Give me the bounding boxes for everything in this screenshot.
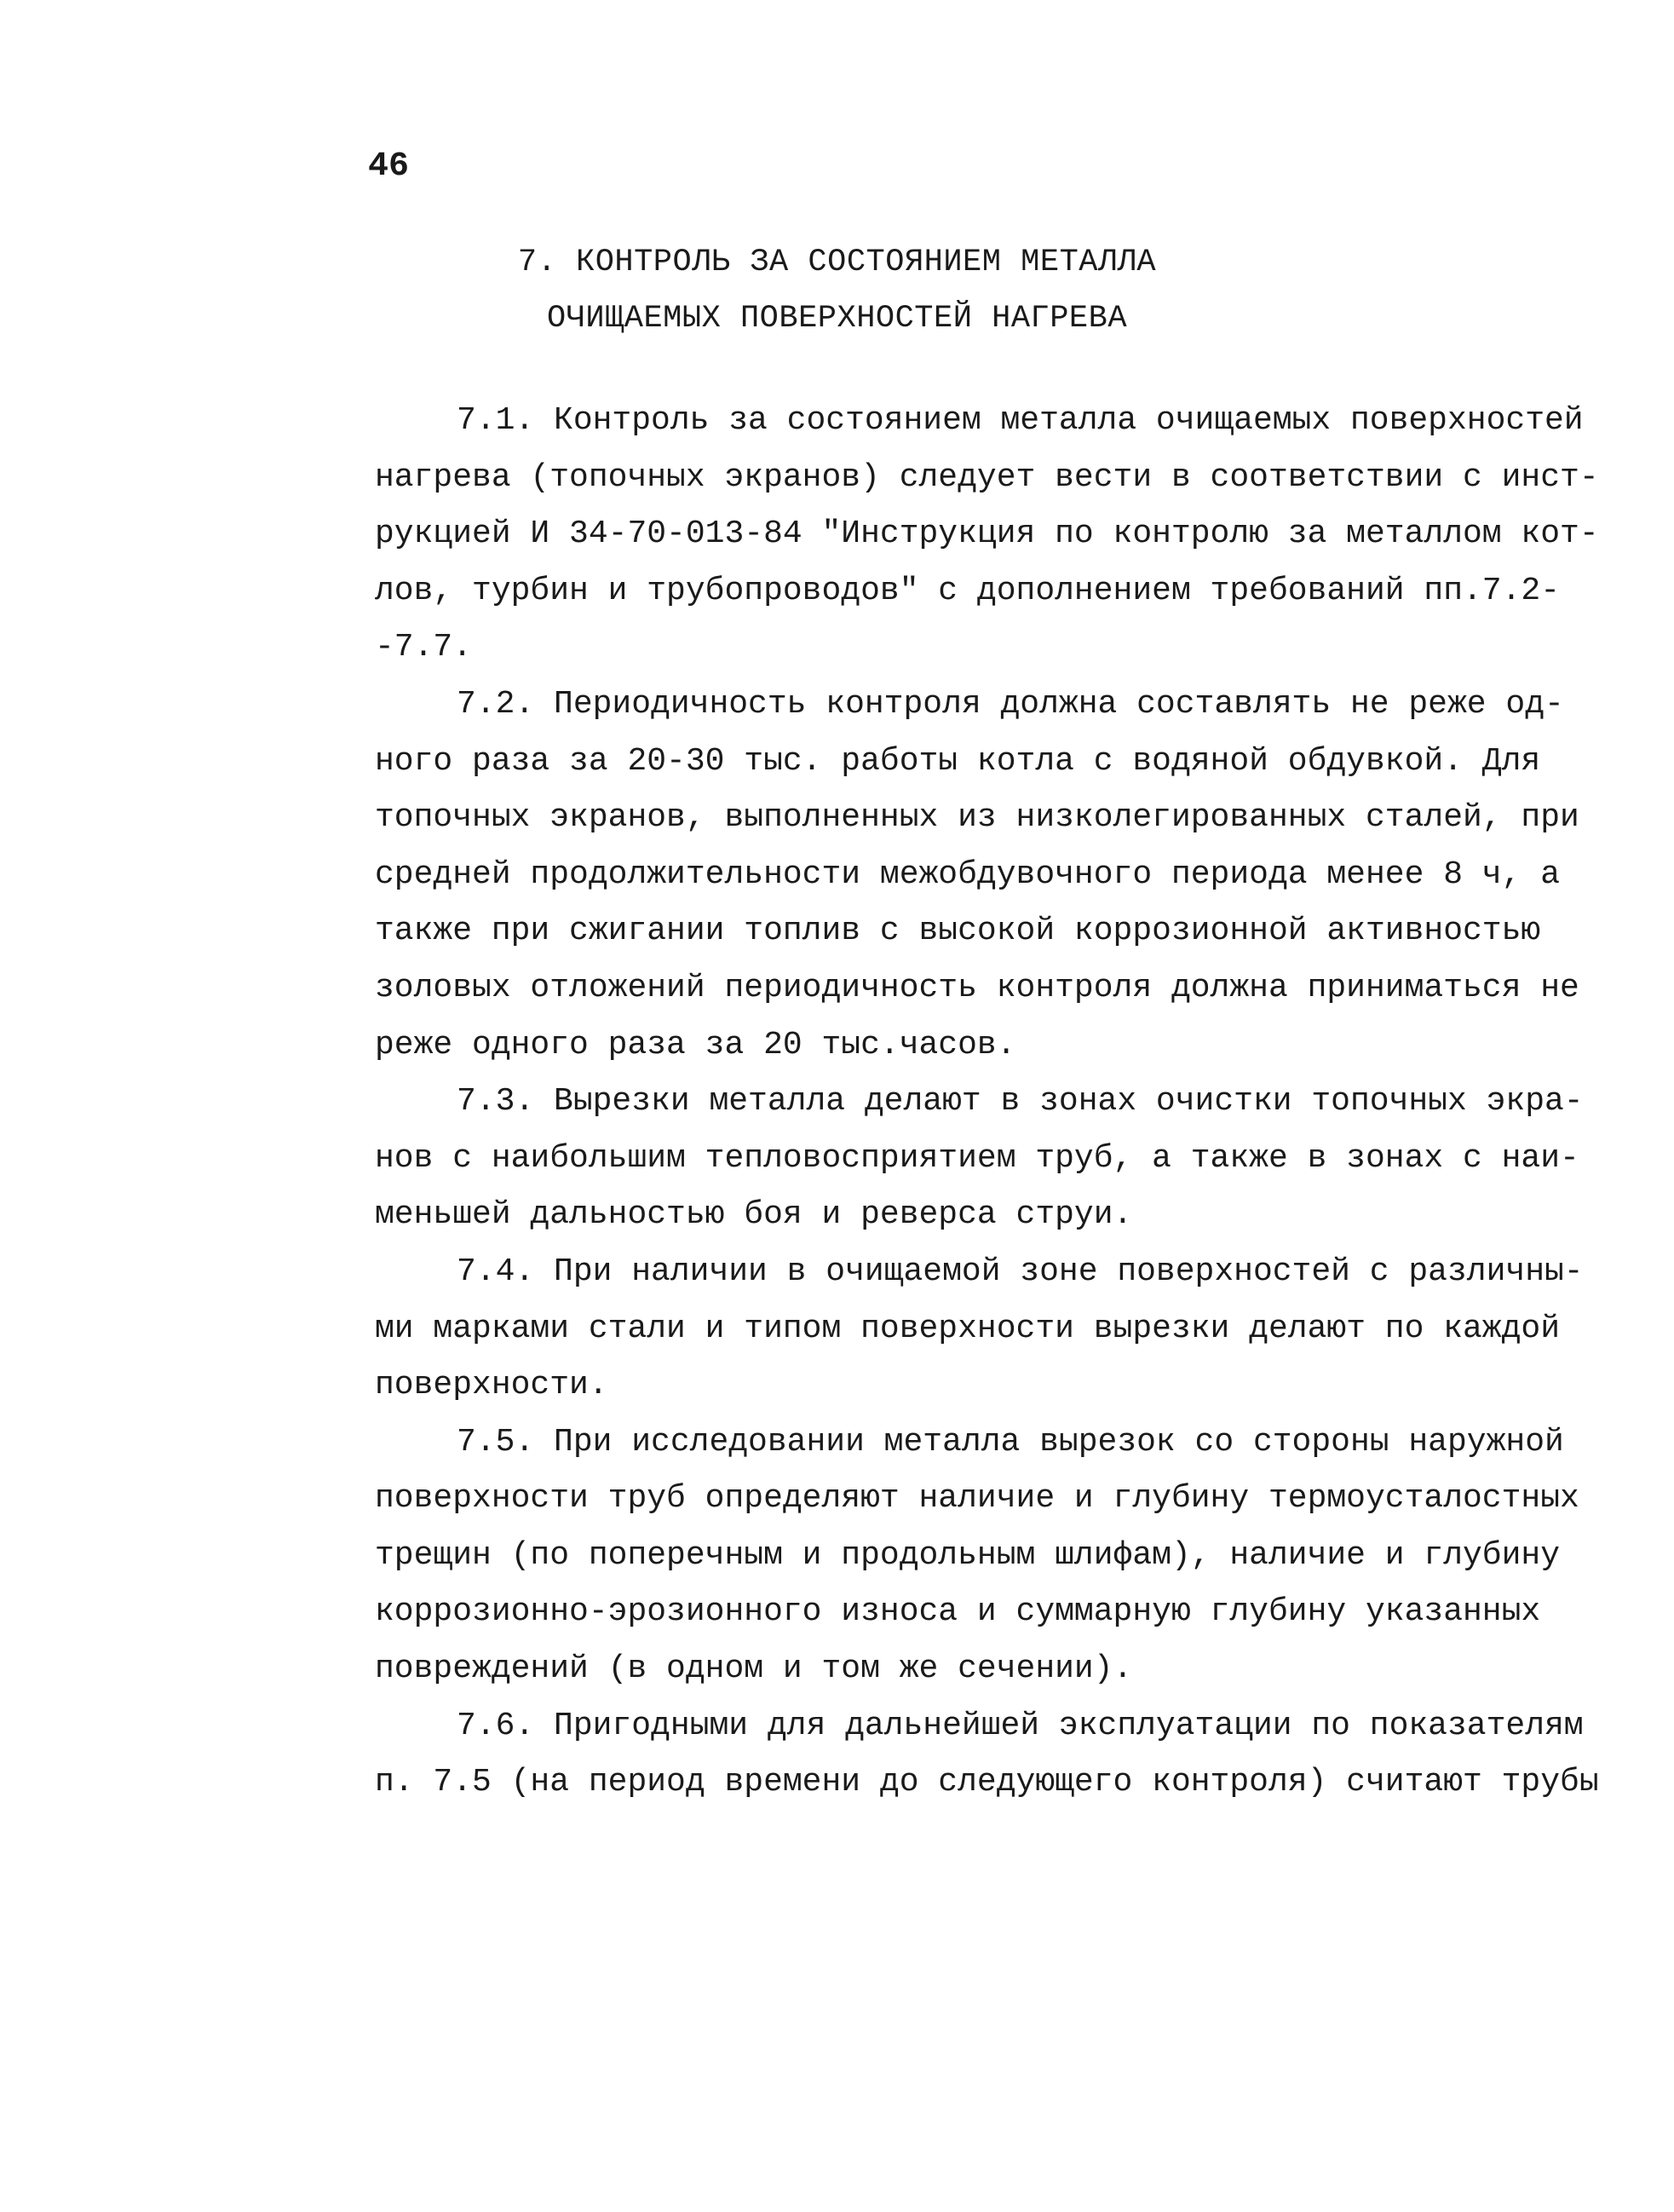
body-text [375, 393, 1599, 1812]
text-line: средней продолжительности межобдувочного периода менее 8 ч, а [375, 855, 1561, 893]
text-line: нов с наибольшим тепловосприятием труб, а также в зонах с наи- [375, 1139, 1579, 1177]
text-line: 7.5. При исследовании металла вырезок со стороны наружной [457, 1423, 1564, 1460]
text-line: 7.4. При наличии в очищаемой зоне поверхностей с различны- [457, 1253, 1584, 1290]
text-line: трещин (по поперечным и продольным шлифам), наличие и глубину [375, 1536, 1561, 1574]
text-line: п. 7.5 (на период времени до следующего контроля) считают трубы [375, 1764, 1599, 1801]
text-line: 7.3. Вырезки металла делают в зонах очистки топочных экра- [457, 1083, 1584, 1120]
text-line: 7.1. Контроль за состоянием металла очищаемых поверхностей [457, 402, 1584, 439]
text-line: коррозионно-эрозионного износа и суммарную глубину указанных [375, 1593, 1541, 1631]
text-line: ного раза за 20-30 тыс. работы котла с водяной обдувкой. Для [375, 742, 1541, 780]
section-title-line-2: ОЧИЩАЕМЫХ ПОВЕРХНОСТЕЙ НАГРЕВА [546, 301, 1128, 337]
text-line: золовых отложений периодичность контроля должна приниматься не [375, 969, 1579, 1006]
text-line: ми марками стали и типом поверхности вырезки делают по каждой [375, 1310, 1561, 1347]
text-line: -7.7. [375, 629, 473, 666]
text-line: 7.2. Периодичность контроля должна составлять не реже од- [457, 685, 1564, 723]
text-line: поверхности. [375, 1367, 608, 1404]
text-line: меньшей дальностью боя и реверса струи. [375, 1196, 1133, 1234]
text-line: реже одного раза за 20 тыс.часов. [375, 1026, 1016, 1063]
text-line: также при сжигании топлив с высокой коррозионной активностью [375, 913, 1541, 950]
text-line: топочных экранов, выполненных из низколегированных сталей, при [375, 799, 1579, 837]
page-number: 46 [368, 147, 410, 186]
text-line: рукцией И 34-70-013-84 "Инструкция по контролю за металлом кот- [375, 516, 1599, 553]
text-line: поверхности труб определяют наличие и глубину термоусталостных [375, 1480, 1579, 1518]
section-title-line-1: 7. КОНТРОЛЬ ЗА СОСТОЯНИЕМ МЕТАЛЛА [517, 245, 1157, 280]
text-line: 7.6. Пригодными для дальнейшей эксплуатации по показателям [457, 1707, 1584, 1744]
text-line: лов, турбин и трубопроводов" с дополнением требований пп.7.2- [375, 572, 1561, 609]
text-line: нагрева (топочных экранов) следует вести в соответствии с инст- [375, 458, 1599, 496]
text-line: повреждений (в одном и том же сечении). [375, 1650, 1133, 1688]
